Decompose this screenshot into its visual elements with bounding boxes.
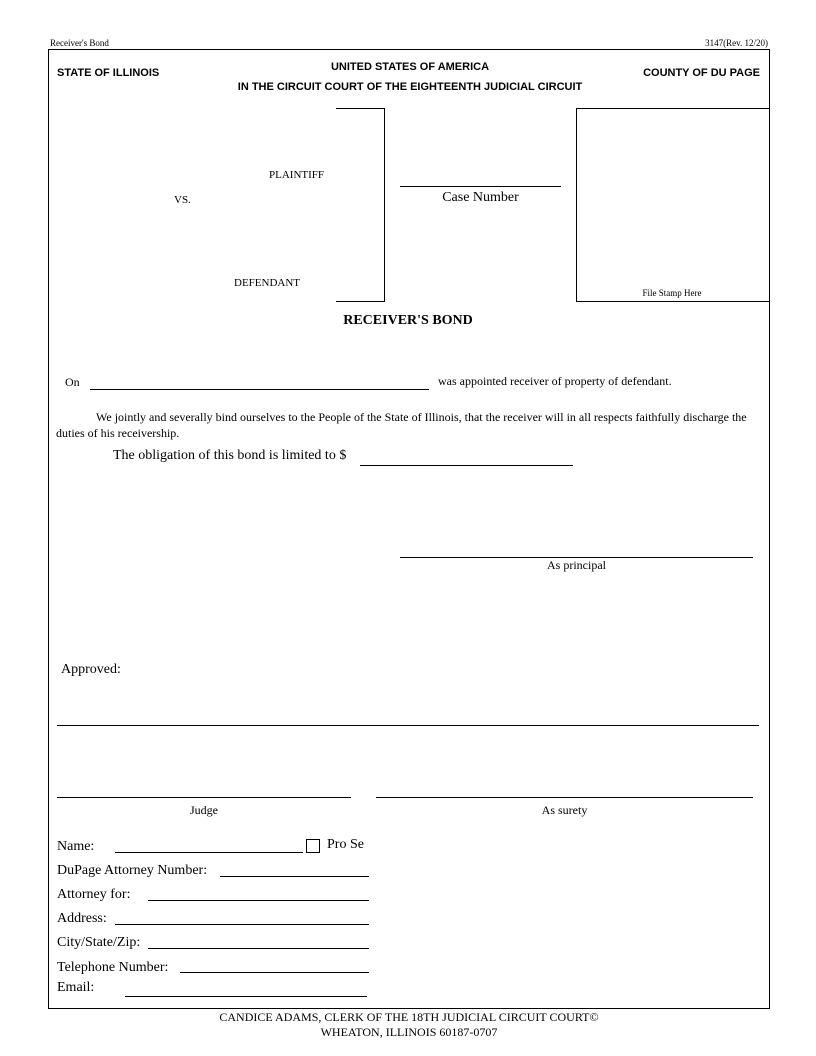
file-stamp-label: File Stamp Here: [642, 288, 702, 298]
email-label: Email:: [57, 980, 95, 995]
surety-signature-field[interactable]: [376, 797, 753, 798]
document-title: RECEIVER'S BOND: [343, 313, 473, 328]
country-label: UNITED STATES OF AMERICA: [330, 61, 490, 73]
clerk-address: WHEATON, ILLINOIS 60187-0707: [320, 1025, 498, 1039]
form-name: Receiver's Bond: [50, 38, 109, 48]
surety-label: As surety: [541, 803, 588, 817]
clerk-footer: CANDICE ADAMS, CLERK OF THE 18TH JUDICIAL CIRCUIT COURT©: [219, 1010, 599, 1024]
name-label: Name:: [57, 839, 95, 854]
body-paragraph: We jointly and severally bind ourselves to the People of the State of Illinois, that the receiver will in all respects faithfully discharge the duties of his receivership.: [56, 410, 747, 440]
address-label: Address:: [57, 911, 107, 926]
telephone-label: Telephone Number:: [57, 960, 169, 975]
address-field[interactable]: [115, 924, 369, 925]
principal-label: As principal: [547, 558, 606, 572]
case-number-field[interactable]: [400, 186, 561, 187]
circuit-label: IN THE CIRCUIT COURT OF THE EIGHTEENTH JUDICIAL CIRCUIT: [237, 81, 583, 93]
city-state-zip-label: City/State/Zip:: [57, 935, 141, 950]
pro-se-label: Pro Se: [327, 837, 364, 852]
obligation-text: The obligation of this bond is limited to $: [113, 448, 347, 463]
attorney-for-label: Attorney for:: [57, 887, 131, 902]
plaintiff-label: PLAINTIFF: [269, 169, 325, 181]
pro-se-checkbox[interactable]: [306, 839, 320, 853]
approval-field[interactable]: [57, 725, 759, 726]
attorney-for-field[interactable]: [148, 900, 369, 901]
city-state-zip-field[interactable]: [148, 948, 369, 949]
telephone-field[interactable]: [180, 972, 369, 973]
on-label: On: [65, 375, 80, 389]
case-number-label: Case Number: [442, 190, 519, 205]
email-field[interactable]: [125, 996, 367, 997]
defendant-label: DEFENDANT: [234, 277, 300, 289]
appointed-text: was appointed receiver of property of defendant.: [438, 374, 672, 388]
county-label: COUNTY OF DU PAGE: [643, 67, 760, 79]
appointment-date-field[interactable]: [90, 389, 429, 390]
state-label: STATE OF ILLINOIS: [57, 67, 160, 79]
judge-label: Judge: [190, 803, 218, 817]
vs-label: VS.: [174, 194, 191, 206]
form-number: 3147(Rev. 12/20): [705, 38, 768, 48]
caption-bracket: [336, 108, 385, 302]
dupage-number-field[interactable]: [220, 876, 369, 877]
file-stamp-box: [576, 108, 769, 302]
name-field[interactable]: [115, 852, 303, 853]
obligation-amount-field[interactable]: [360, 465, 573, 466]
approved-label: Approved:: [61, 662, 121, 677]
dupage-number-label: DuPage Attorney Number:: [57, 863, 208, 878]
judge-signature-field[interactable]: [57, 797, 351, 798]
